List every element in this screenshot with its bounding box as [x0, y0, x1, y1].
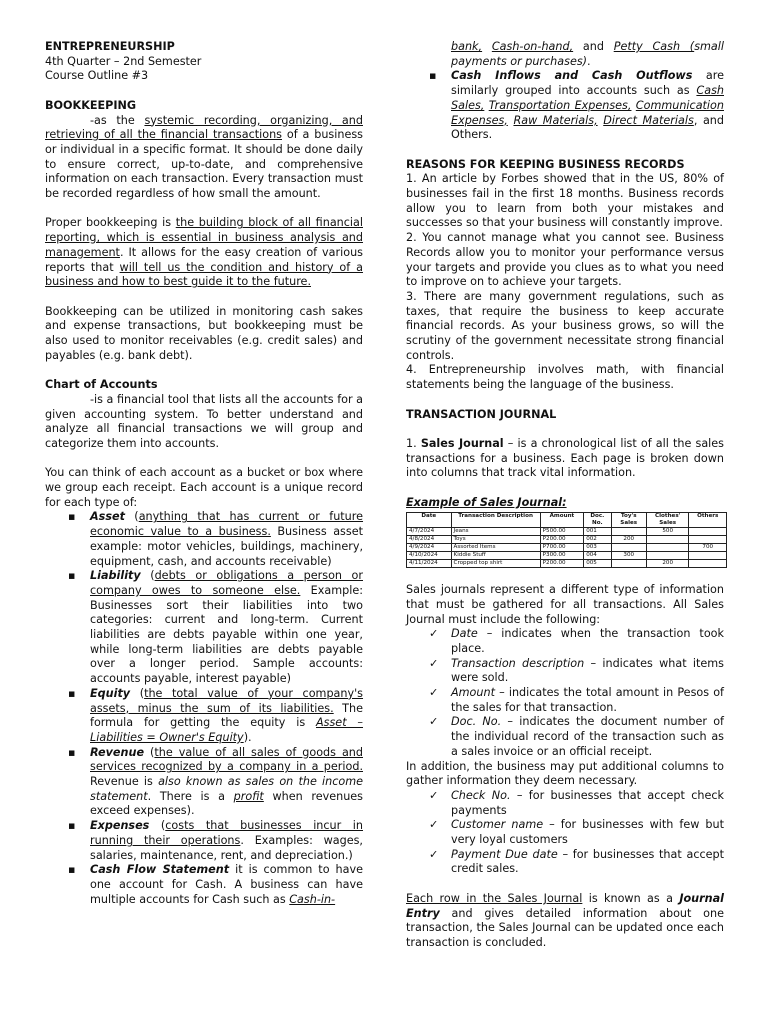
table-cell: 4/8/2024: [407, 536, 452, 544]
table-row: [407, 528, 727, 536]
list-item-required: ✓ Doc. No. – indicates the document number of the individual record of the transaction such as a sales invoice or an official receipt.: [406, 715, 724, 759]
transaction-journal-heading: TRANSACTION JOURNAL: [406, 407, 557, 421]
table-header-cell: Toy's Sales: [611, 513, 646, 528]
left-column: [45, 40, 363, 907]
list-item-optional: ✓ Payment Due date – for businesses that accept credit sales.: [406, 848, 724, 877]
table-cell: P700.00: [540, 544, 584, 552]
table-cell: [689, 536, 727, 544]
table-cell: [646, 536, 689, 544]
table-cell: 4/7/2024: [407, 528, 452, 536]
table-cell: 4/10/2024: [407, 552, 452, 560]
table-cell: P200.00: [540, 536, 584, 544]
outline-line: Course Outline #3: [45, 69, 149, 83]
table-cell: Assorted Items: [451, 544, 540, 552]
table-header-row: [407, 513, 727, 528]
table-cell: Kiddie Stuff: [451, 552, 540, 560]
table-cell: 200: [646, 560, 689, 568]
sales-journal-definition: 1. Sales Journal – is a chronological list of all the sales transactions for a business. Each page is broken down into columns that track vital information.: [406, 436, 725, 480]
list-item-cash-inflows-outflows: ▪ Cash Inflows and Cash Outflows are similarly grouped into accounts such as Cash Sales, Transportation Expenses, Communication Expenses, Raw Materials, Direct Materials, and Others.: [406, 69, 724, 143]
table-cell: [689, 560, 727, 568]
list-item-optional: ✓ Check No. – for businesses that accept check payments: [406, 789, 724, 818]
table-cell: 002: [584, 536, 611, 544]
journal-entry-paragraph: Each row in the Sales Journal is known as a Journal Entry and gives detailed information about one transaction, the Sales Journal can be updated once each transaction is concluded.: [406, 891, 724, 949]
bookkeeping-heading: BOOKKEEPING: [45, 98, 137, 112]
table-row: [407, 536, 727, 544]
right-column: [406, 40, 724, 951]
sales-journal-example-caption: Example of Sales Journal:: [406, 495, 567, 509]
reason-item: 2. You cannot manage what you cannot see. Business Records allow you to monitor your performance versus your targets and provide you clues as to what you need to improve on to achieve your targets.: [406, 231, 724, 289]
table-cell: 200: [611, 536, 646, 544]
table-cell: Cropped top shirt: [451, 560, 540, 568]
required-columns-list: [406, 627, 724, 759]
table-cell: 4/11/2024: [407, 560, 452, 568]
table-cell: 005: [584, 560, 611, 568]
table-cell: 003: [584, 544, 611, 552]
table-header-cell: Doc. No.: [584, 513, 611, 528]
must-include-paragraph: Sales journals represent a different type of information that must be gathered for all transactions. All Sales Journal must include the following:: [406, 583, 724, 626]
table-cell: [646, 544, 689, 552]
table-cell: 300: [611, 552, 646, 560]
term-line: 4th Quarter – 2nd Semester: [45, 54, 202, 68]
reason-item: 4. Entrepreneurship involves math, with financial statements being the language of the business.: [406, 363, 724, 392]
list-item-expenses: ▪ Expenses (costs that businesses incur in running their operations. Examples: wages, salaries, maintenance, rent, and depreciation.): [45, 819, 363, 863]
table-header-cell: Transaction Description: [451, 513, 540, 528]
document-title: ENTREPRENEURSHIP: [45, 40, 175, 53]
list-item-revenue: ▪ Revenue (the value of all sales of goods and services recognized by a company in a period. Revenue is also known as sales on the income statement. There is a profit when revenues exceed expenses).: [45, 746, 363, 820]
list-item-optional: ✓ Customer name – for businesses with few but very loyal customers: [406, 818, 724, 847]
list-item-required: ✓ Date – indicates when the transaction took place.: [406, 627, 724, 656]
table-header-cell: Others: [689, 513, 727, 528]
list-item-cash-flow: ▪ Cash Flow Statement it is common to have one account for Cash. A business can have multiple accounts for Cash such as Cash-in-: [45, 863, 363, 907]
table-cell: [689, 528, 727, 536]
table-cell: P200.00: [540, 560, 584, 568]
table-cell: P500.00: [540, 528, 584, 536]
chart-of-accounts-heading: Chart of Accounts: [45, 378, 158, 392]
table-cell: 4/9/2024: [407, 544, 452, 552]
reason-item: 3. There are many government regulations, such as taxes, that require the business to keep accurate financial records. As your business grows, so will the scrutiny of the government necessitate strong financial controls.: [406, 289, 724, 362]
list-item-required: ✓ Transaction description – indicates what items were sold.: [406, 657, 724, 686]
list-item-equity: ▪ Equity (the total value of your company's assets, minus the sum of its liabilities. The formula for getting the equity is Asset – Liabilities = Owner's Equity).: [45, 687, 363, 746]
account-type-list: [45, 510, 363, 907]
list-item-cash-flow-continued: bank, Cash-on-hand, and Petty Cash (small payments or purchases).: [451, 40, 724, 68]
table-cell: [611, 528, 646, 536]
bucket-paragraph: You can think of each account as a bucket or box where we group each receipt. Each account is a unique record for each type of:: [45, 466, 363, 509]
table-cell: [611, 560, 646, 568]
table-header-cell: Clothes' Sales: [646, 513, 689, 528]
additional-columns-paragraph: In addition, the business may put additional columns to gather information they deem necessary.: [406, 759, 724, 788]
table-row: [407, 544, 727, 552]
bookkeeping-proper-paragraph: Proper bookkeeping is the building block of all financial reporting, which is essential in business analysis and management. It allows for the easy creation of various reports that will tell us the condition and history of a business and how to best guide it to the future.: [45, 216, 363, 289]
table-row: [407, 552, 727, 560]
table-header-cell: Date: [407, 513, 452, 528]
table-header-cell: Amount: [540, 513, 584, 528]
reason-item: 1. An article by Forbes showed that in the US, 80% of businesses fail in the first 18 months. Business records allow you to learn from both your mistakes and successes so that your business will constantly improve.: [406, 172, 724, 230]
table-cell: P300.00: [540, 552, 584, 560]
optional-columns-list: [406, 789, 724, 877]
table-cell: [689, 552, 727, 560]
reasons-heading: REASONS FOR KEEPING BUSINESS RECORDS: [406, 157, 685, 171]
table-cell: 004: [584, 552, 611, 560]
table-cell: Jeans: [451, 528, 540, 536]
account-type-list-continued: [406, 40, 724, 143]
table-cell: 500: [646, 528, 689, 536]
list-item-asset: ▪ Asset (anything that has current or future economic value to a business. Business asset example: motor vehicles, buildings, machinery, equipment, cash, and accounts receivable): [45, 510, 363, 569]
chart-of-accounts-definition: -is a financial tool that lists all the accounts for a given accounting system. To better understand and analyze all financial transactions we will group and categorize them into accounts.: [45, 392, 363, 450]
list-item-liability: ▪ Liability (debts or obligations a person or company owes to someone else. Example: Businesses sort their liabilities into two categories: current and long-term. Current liabilities are debts payable within one year, while long-term liabilities are debts payable over a longer period. Sample accounts: accounts payable, interest payable): [45, 569, 363, 687]
sales-journal-table: [406, 512, 727, 568]
bookkeeping-usage-paragraph: Bookkeeping can be utilized in monitoring cash sakes and expense transactions, but bookkeeping must be also used to monitor receivables (e.g. credit sales) and payables (e.g. bank debt).: [45, 304, 363, 362]
table-cell: 001: [584, 528, 611, 536]
table-cell: [611, 544, 646, 552]
table-cell: [646, 552, 689, 560]
table-cell: Toys: [451, 536, 540, 544]
list-item-required: ✓ Amount – indicates the total amount in Pesos of the sales for that transaction.: [406, 686, 724, 715]
bookkeeping-definition: -as the systemic recording, organizing, and retrieving of all the financial transactions of a business or individual in a specific format. It should be done daily to ensure correct, up-to-date, and comprehensive information on each transaction. Every transaction must be recorded regardless of how small the amount.: [45, 113, 363, 201]
table-cell: 700: [689, 544, 727, 552]
table-row: [407, 560, 727, 568]
